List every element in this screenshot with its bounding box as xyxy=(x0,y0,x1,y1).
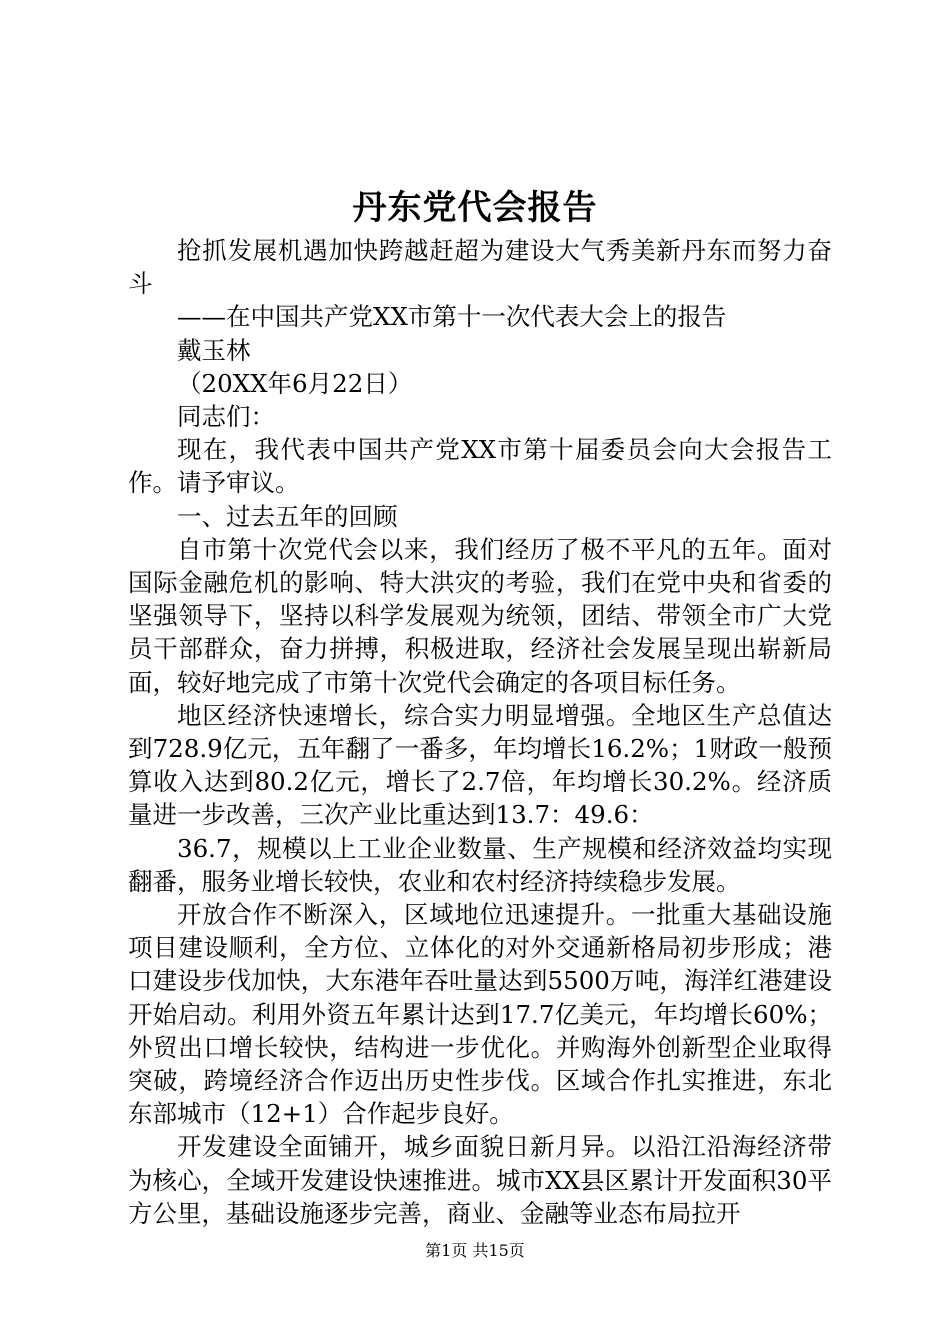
author-name: 戴玉林 xyxy=(177,335,251,365)
economy-paragraph-continued: 36.7，规模以上工业企业数量、生产规模和经济效益均实现翻番，服务业增长较快，农业和农村经济持续稳步发展。 xyxy=(128,833,832,896)
salutation: 同志们： xyxy=(177,402,275,432)
subtitle-line: 抢抓发展机遇加快跨越赶超为建设大气秀美新丹东而努力奋斗 xyxy=(128,236,832,299)
development-paragraph: 开发建设全面铺开，城乡面貌日新月异。以沿江沿海经济带为核心，全域开发建设快速推进。城市XX县区累计开发面积30平方公里，基础设施逐步完善，商业、金融等业态布局拉开 xyxy=(128,1132,832,1228)
document-body xyxy=(128,234,832,1230)
economy-paragraph: 地区经济快速增长，综合实力明显增强。全地区生产总值达到728.9亿元，五年翻了一番多，年均增长16.2%；1财政一般预算收入达到80.2亿元，增长了2.7倍，年均增长30.2%。经济质量进一步改善，三次产业比重达到13.7：49.6： xyxy=(128,700,832,830)
section-heading: 一、过去五年的回顾 xyxy=(177,501,398,531)
report-date: （20XX年6月22日） xyxy=(177,368,413,398)
document-title: 丹东党代会报告 xyxy=(352,188,598,228)
opening-paragraph: 现在，我代表中国共产党XX市第十届委员会向大会报告工作。请予审议。 xyxy=(128,435,832,498)
subtitle-report-line: ——在中国共产党XX市第十一次代表大会上的报告 xyxy=(177,302,727,332)
review-paragraph: 自市第十次党代会以来，我们经历了极不平凡的五年。面对国际金融危机的影响、特大洪灾的考验，我们在党中央和省委的坚强领导下，坚持以科学发展观为统领，团结、带领全市广大党员干部群众，奋力拼搏，积极进取，经济社会发展呈现出崭新局面，较好地完成了市第十次党代会确定的各项目标任务。 xyxy=(128,534,832,697)
opening-up-paragraph: 开放合作不断深入，区域地位迅速提升。一批重大基础设施项目建设顺利，全方位、立体化的对外交通新格局初步形成；港口建设步伐加快，大东港年吞吐量达到5500万吨，海洋红港建设开始启动。利用外资五年累计达到17.7亿美元，年均增长60%；外贸出口增长较快，结构进一步优化。并购海外创新型企业取得突破，跨境经济合作迈出历史性步伐。区域合作扎实推进，东北东部城市（12+1）合作起步良好。 xyxy=(128,900,832,1129)
page-footer: 第1页 共15页 xyxy=(425,1241,525,1260)
